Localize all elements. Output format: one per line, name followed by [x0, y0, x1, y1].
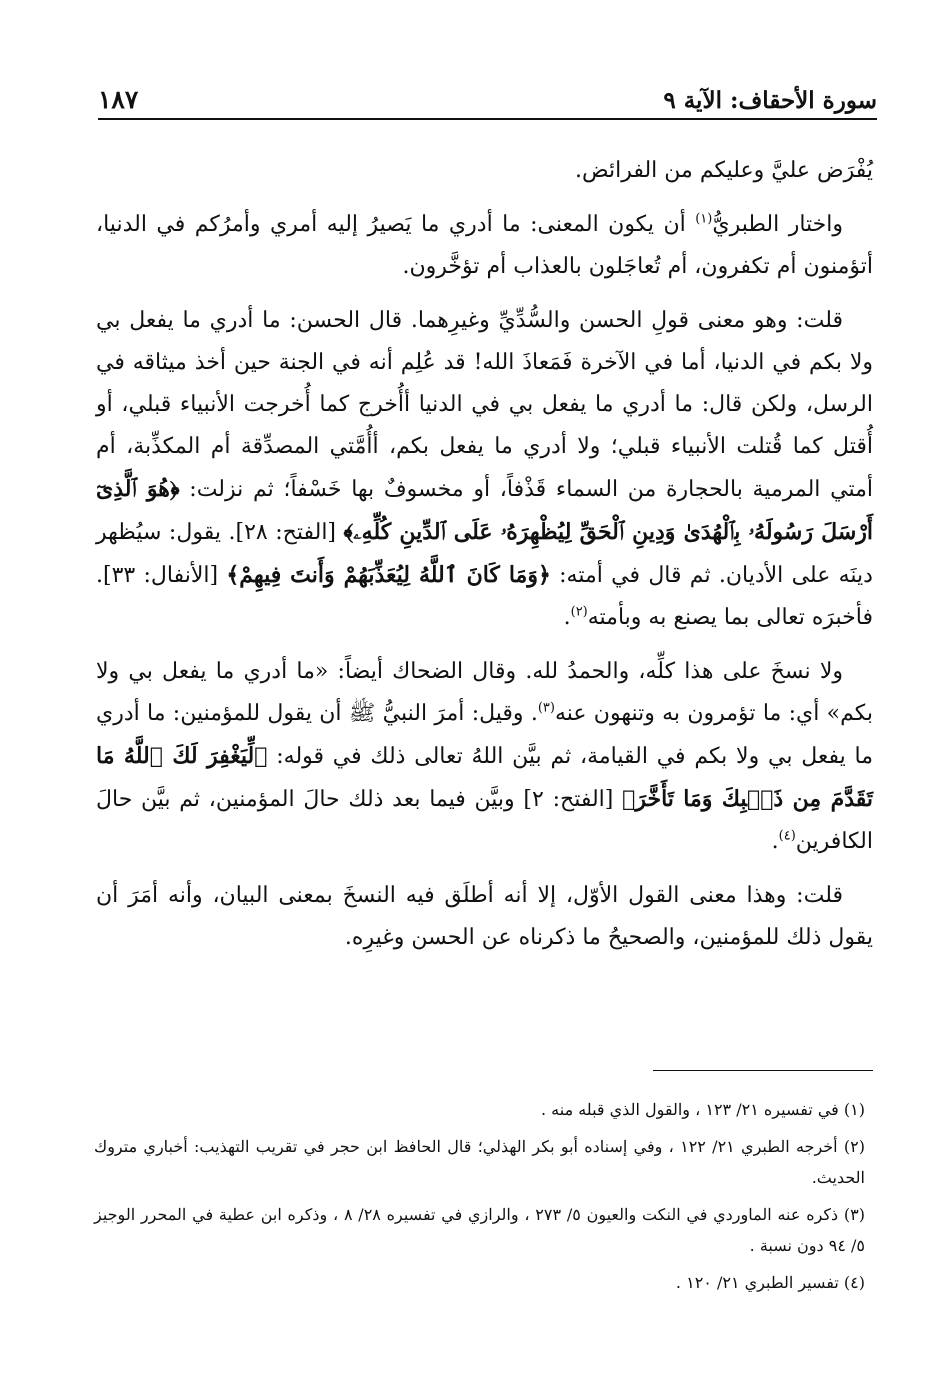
p3-text-b: [الفتح: ٢٨]. يقول: سيُظهر دينَه على الأديان. ثم قال في أمته:: [96, 520, 873, 588]
paragraph-3: [96, 300, 873, 639]
p5-text: قلت: وهذا معنى القول الأوّل، إلا أنه أطلَق فيه النسخَ بمعنى البيان، وأنه أمَرَ أن يقول ذلك للمؤمنين، والصحيحُ ما ذكرناه عن الحسن وغيرِه.: [96, 883, 873, 950]
footnotes: [94, 1094, 865, 1304]
p3-text-c: [الأنفال: ٣٣]. فأخبرَه تعالى بما يصنع به وبأمته: [96, 563, 873, 630]
quran-verse-fath-28: ﴿هُوَ ٱلَّذِىٓ أَرْسَلَ رَسُولَهُۥ بِٱلْهُدَىٰ وَدِينِ ٱلْحَقِّ لِيُظْهِرَهُۥ عَلَى ٱلدِّينِ كُلِّهِۦ﴾: [96, 476, 873, 545]
footnote-4: (٤) تفسير الطبري ٢١/ ١٢٠ .: [675, 1273, 865, 1292]
footnote-ref-1[interactable]: (١): [695, 211, 713, 227]
p2-text-b: أن يكون المعنى: ما أدري ما يَصيرُ إليه أمري وأمرُكم في الدنيا، أتؤمنون أم تكفرون، أم تُعاجَلون بالعذاب أم تؤخَّرون.: [96, 212, 873, 279]
surah-title: سورة الأحقاف: الآية ٩: [663, 87, 877, 114]
footnote-ref-3[interactable]: (٣): [537, 700, 555, 716]
p4-text-c: [الفتح: ٢] وبيَّن فيما بعد ذلك حالَ المؤمنين، ثم بيَّن حالَ الكافرين: [96, 787, 873, 854]
p2-text-a: واختار الطبريُّ: [712, 212, 843, 237]
footnote-ref-2[interactable]: (٢): [570, 604, 588, 620]
footnote-2: (٢) أخرجه الطبري ٢١/ ١٢٢ ، وفي إسناده أبو بكر الهذلي؛ قال الحافظ ابن حجر في تقريب التهذيب: أخباري متروك الحديث.: [94, 1137, 865, 1187]
p3-text-a: قلت: وهو معنى قولِ الحسن والسُّدِّيِّ وغيرِهما. قال الحسن: ما أدري ما يفعل بي ولا بكم في الدنيا، أما في الآخرة فَمَعاذَ الله! قد عُلِم أنه في الجنة حين أخذ ميثاقه في الرسل، ولكن قال: ما أدري ما يفعل بي في الدنيا أأُخرج كما أُخرجت الأنبياء قبلي، أو أُقتل كما قُتلت الأنبياء قبلي؛ ولا أدري ما يفعل بكم، أأُمَّتي المصدِّقة أم المكذِّبة، أم أمتي المرمية بالحجارة من السماء قَذْفاً، أو مخسوفٌ بها خَسْفاً؛ ثم نزلت:: [96, 308, 873, 502]
footnote-1: (١) في تفسيره ٢١/ ١٢٣ ، والقول الذي قبله منه .: [540, 1100, 865, 1119]
paragraph-5: [96, 875, 873, 959]
paragraph-4: [96, 651, 873, 863]
footnote-separator: [653, 1070, 873, 1071]
p4-text-d: .: [771, 829, 779, 854]
quran-verse-fath-2: ﴿لِّيَغْفِرَ لَكَ ٱللَّهُ مَا تَقَدَّمَ مِن ذَنۢبِكَ وَمَا تَأَخَّرَ﴾: [96, 743, 873, 812]
footnote-ref-4[interactable]: (٤): [778, 828, 796, 844]
p3-text-d: .: [563, 605, 571, 630]
page-number: ١٨٧: [98, 85, 139, 114]
p4-text-a: ولا نسخَ على هذا كلِّه، والحمدُ لله. وقال الضحاك أيضاً: «ما أدري ما يفعل بي ولا بكم» أي: ما تؤمرون به وتنهون عنه: [96, 659, 873, 726]
p4-text-b: . وقيل: أمرَ النبيُّ ﷺ أن يقول للمؤمنين: ما أدري ما يفعل بي ولا بكم في القيامة، ثم بيَّن اللهُ تعالى ذلك في قوله:: [96, 701, 873, 769]
footnote-3: (٣) ذكره عنه الماوردي في النكت والعيون ٥/ ٢٧٣ ، والرازي في تفسيره ٢٨/ ٨ ، وذكره ابن عطية في المحرر الوجيز ٥/ ٩٤ دون نسبة .: [94, 1205, 865, 1255]
paragraph-1: [96, 150, 873, 192]
running-header: [98, 78, 877, 120]
main-text: [96, 150, 873, 971]
quran-verse-anfal-33: ﴿وَمَا كَانَ ٱللَّهُ لِيُعَذِّبَهُمْ وَأَنتَ فِيهِمْ﴾: [226, 562, 551, 588]
p1-text: يُفْرَض عليَّ وعليكم من الفرائض.: [575, 158, 873, 183]
paragraph-2: [96, 204, 873, 288]
